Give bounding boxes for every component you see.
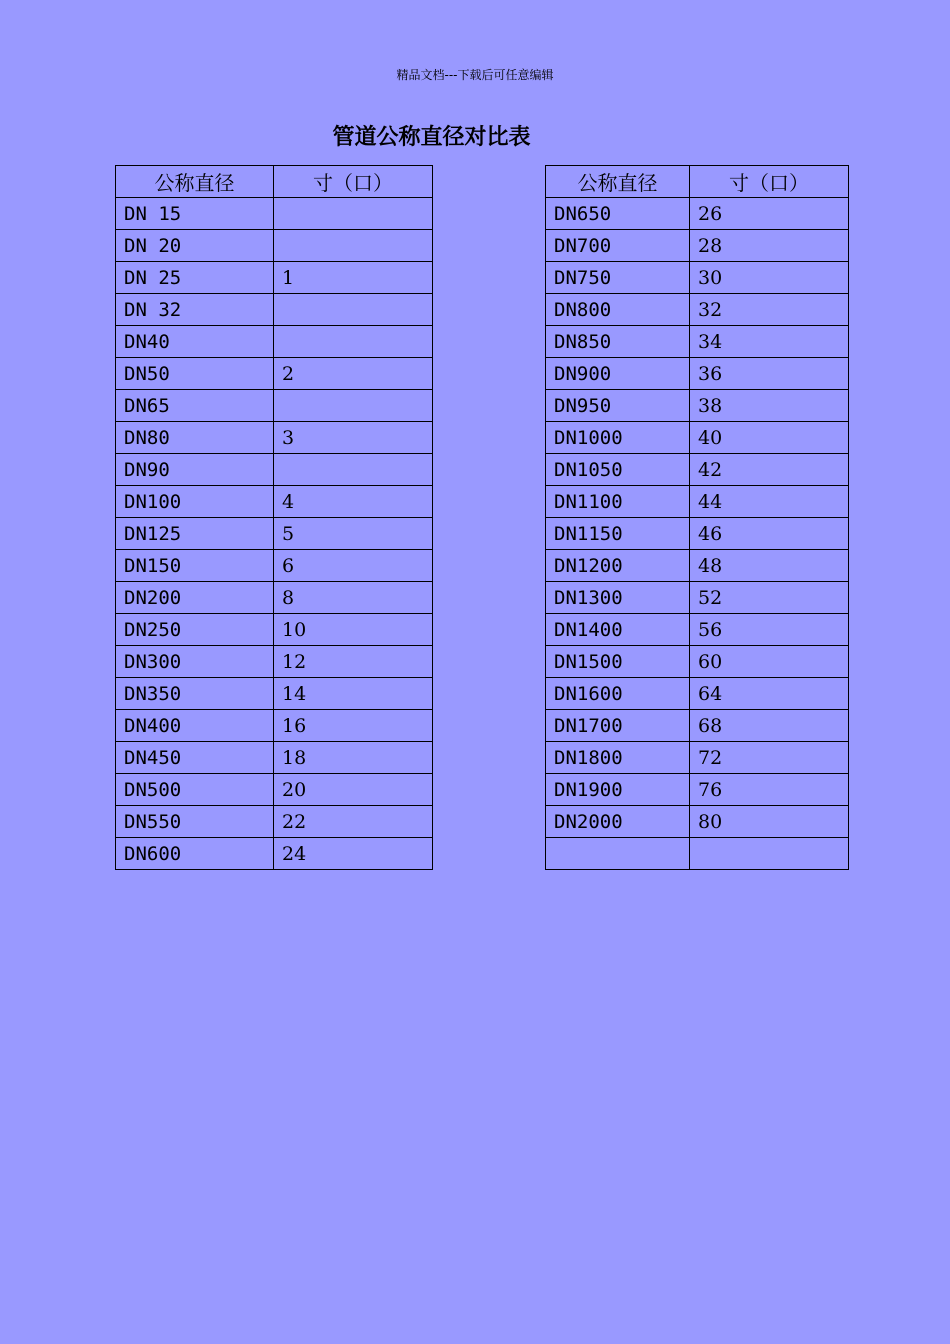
- table-row: [546, 486, 849, 518]
- nominal-diameter-cell: DN350: [116, 678, 274, 710]
- table-row: [116, 710, 433, 742]
- nominal-diameter-cell: DN950: [546, 390, 690, 422]
- nominal-diameter-cell: DN1500: [546, 646, 690, 678]
- table-row: [546, 518, 849, 550]
- inch-size-cell: 72: [690, 742, 849, 774]
- inch-size-cell: 8: [274, 582, 433, 614]
- nominal-diameter-cell: DN1400: [546, 614, 690, 646]
- table-row: [116, 550, 433, 582]
- table-row: [116, 294, 433, 326]
- nominal-diameter-cell: DN1900: [546, 774, 690, 806]
- table-row: [546, 582, 849, 614]
- table-row: [546, 678, 849, 710]
- inch-size-cell: [274, 390, 433, 422]
- inch-size-cell: 30: [690, 262, 849, 294]
- table-row: [546, 198, 849, 230]
- inch-size-cell: [274, 198, 433, 230]
- inch-size-cell: 4: [274, 486, 433, 518]
- inch-size-cell: 28: [690, 230, 849, 262]
- inch-size-cell: 10: [274, 614, 433, 646]
- nominal-diameter-cell: DN450: [116, 742, 274, 774]
- nominal-diameter-cell: DN300: [116, 646, 274, 678]
- nominal-diameter-cell: DN 25: [116, 262, 274, 294]
- inch-size-cell: 44: [690, 486, 849, 518]
- inch-size-cell: 16: [274, 710, 433, 742]
- table-row: [116, 262, 433, 294]
- nominal-diameter-cell: DN 15: [116, 198, 274, 230]
- nominal-diameter-cell: DN1050: [546, 454, 690, 486]
- inch-size-cell: 42: [690, 454, 849, 486]
- table-row: [546, 806, 849, 838]
- header-inch: 寸（口）: [274, 166, 433, 198]
- nominal-diameter-cell: DN65: [116, 390, 274, 422]
- table-row: [546, 646, 849, 678]
- header-diameter: 公称直径: [546, 166, 690, 198]
- table-row: [116, 198, 433, 230]
- table-row: [546, 710, 849, 742]
- table-row: [546, 422, 849, 454]
- table-row: [116, 582, 433, 614]
- nominal-diameter-cell: DN 32: [116, 294, 274, 326]
- nominal-diameter-cell: DN80: [116, 422, 274, 454]
- table-row: [546, 742, 849, 774]
- nominal-diameter-cell: DN90: [116, 454, 274, 486]
- inch-size-cell: 24: [274, 838, 433, 870]
- nominal-diameter-cell: DN1600: [546, 678, 690, 710]
- inch-size-cell: 38: [690, 390, 849, 422]
- inch-size-cell: 6: [274, 550, 433, 582]
- nominal-diameter-cell: DN2000: [546, 806, 690, 838]
- nominal-diameter-cell: DN150: [116, 550, 274, 582]
- header-diameter: 公称直径: [116, 166, 274, 198]
- nominal-diameter-cell: DN700: [546, 230, 690, 262]
- table-row: [116, 422, 433, 454]
- table-row: [546, 262, 849, 294]
- nominal-diameter-cell: DN40: [116, 326, 274, 358]
- inch-size-cell: [274, 454, 433, 486]
- watermark-text: 精品文档---下载后可任意编辑: [396, 68, 554, 82]
- inch-size-cell: 36: [690, 358, 849, 390]
- nominal-diameter-cell: DN1100: [546, 486, 690, 518]
- nominal-diameter-cell: DN1150: [546, 518, 690, 550]
- table-row: [546, 838, 849, 870]
- page-title: 管道公称直径对比表: [332, 125, 531, 150]
- inch-size-cell: 1: [274, 262, 433, 294]
- table-row: [546, 326, 849, 358]
- right-comparison-table: [545, 165, 849, 870]
- inch-size-cell: 60: [690, 646, 849, 678]
- left-comparison-table: [115, 165, 433, 870]
- nominal-diameter-cell: DN200: [116, 582, 274, 614]
- inch-size-cell: 5: [274, 518, 433, 550]
- inch-size-cell: [274, 230, 433, 262]
- inch-size-cell: 34: [690, 326, 849, 358]
- nominal-diameter-cell: DN900: [546, 358, 690, 390]
- inch-size-cell: 52: [690, 582, 849, 614]
- nominal-diameter-cell: DN850: [546, 326, 690, 358]
- table-row: [116, 326, 433, 358]
- inch-size-cell: 14: [274, 678, 433, 710]
- inch-size-cell: 46: [690, 518, 849, 550]
- nominal-diameter-cell: DN400: [116, 710, 274, 742]
- inch-size-cell: [274, 294, 433, 326]
- inch-size-cell: [690, 838, 849, 870]
- table-header-row: [546, 166, 849, 198]
- table-row: [116, 614, 433, 646]
- inch-size-cell: 2: [274, 358, 433, 390]
- table-row: [546, 774, 849, 806]
- nominal-diameter-cell: DN800: [546, 294, 690, 326]
- table-row: [546, 294, 849, 326]
- table-row: [116, 806, 433, 838]
- inch-size-cell: 76: [690, 774, 849, 806]
- inch-size-cell: 80: [690, 806, 849, 838]
- nominal-diameter-cell: DN1200: [546, 550, 690, 582]
- inch-size-cell: 48: [690, 550, 849, 582]
- table-header-row: [116, 166, 433, 198]
- inch-size-cell: 22: [274, 806, 433, 838]
- table-row: [116, 742, 433, 774]
- inch-size-cell: 56: [690, 614, 849, 646]
- nominal-diameter-cell: DN1000: [546, 422, 690, 454]
- nominal-diameter-cell: DN750: [546, 262, 690, 294]
- nominal-diameter-cell: DN100: [116, 486, 274, 518]
- nominal-diameter-cell: DN250: [116, 614, 274, 646]
- table-row: [116, 518, 433, 550]
- table-row: [546, 358, 849, 390]
- table-row: [546, 454, 849, 486]
- inch-size-cell: 20: [274, 774, 433, 806]
- table-row: [546, 390, 849, 422]
- table-row: [116, 390, 433, 422]
- inch-size-cell: 26: [690, 198, 849, 230]
- nominal-diameter-cell: DN600: [116, 838, 274, 870]
- nominal-diameter-cell: DN1300: [546, 582, 690, 614]
- table-row: [116, 230, 433, 262]
- inch-size-cell: 40: [690, 422, 849, 454]
- nominal-diameter-cell: DN1700: [546, 710, 690, 742]
- nominal-diameter-cell: DN650: [546, 198, 690, 230]
- nominal-diameter-cell: DN50: [116, 358, 274, 390]
- table-row: [116, 486, 433, 518]
- nominal-diameter-cell: [546, 838, 690, 870]
- inch-size-cell: 12: [274, 646, 433, 678]
- nominal-diameter-cell: DN125: [116, 518, 274, 550]
- nominal-diameter-cell: DN550: [116, 806, 274, 838]
- table-row: [546, 230, 849, 262]
- inch-size-cell: 64: [690, 678, 849, 710]
- table-row: [116, 454, 433, 486]
- inch-size-cell: [274, 326, 433, 358]
- nominal-diameter-cell: DN1800: [546, 742, 690, 774]
- inch-size-cell: 32: [690, 294, 849, 326]
- nominal-diameter-cell: DN 20: [116, 230, 274, 262]
- table-row: [116, 838, 433, 870]
- table-row: [546, 614, 849, 646]
- table-row: [116, 774, 433, 806]
- inch-size-cell: 68: [690, 710, 849, 742]
- inch-size-cell: 3: [274, 422, 433, 454]
- inch-size-cell: 18: [274, 742, 433, 774]
- header-inch: 寸（口）: [690, 166, 849, 198]
- table-row: [546, 550, 849, 582]
- table-row: [116, 678, 433, 710]
- nominal-diameter-cell: DN500: [116, 774, 274, 806]
- table-row: [116, 358, 433, 390]
- table-row: [116, 646, 433, 678]
